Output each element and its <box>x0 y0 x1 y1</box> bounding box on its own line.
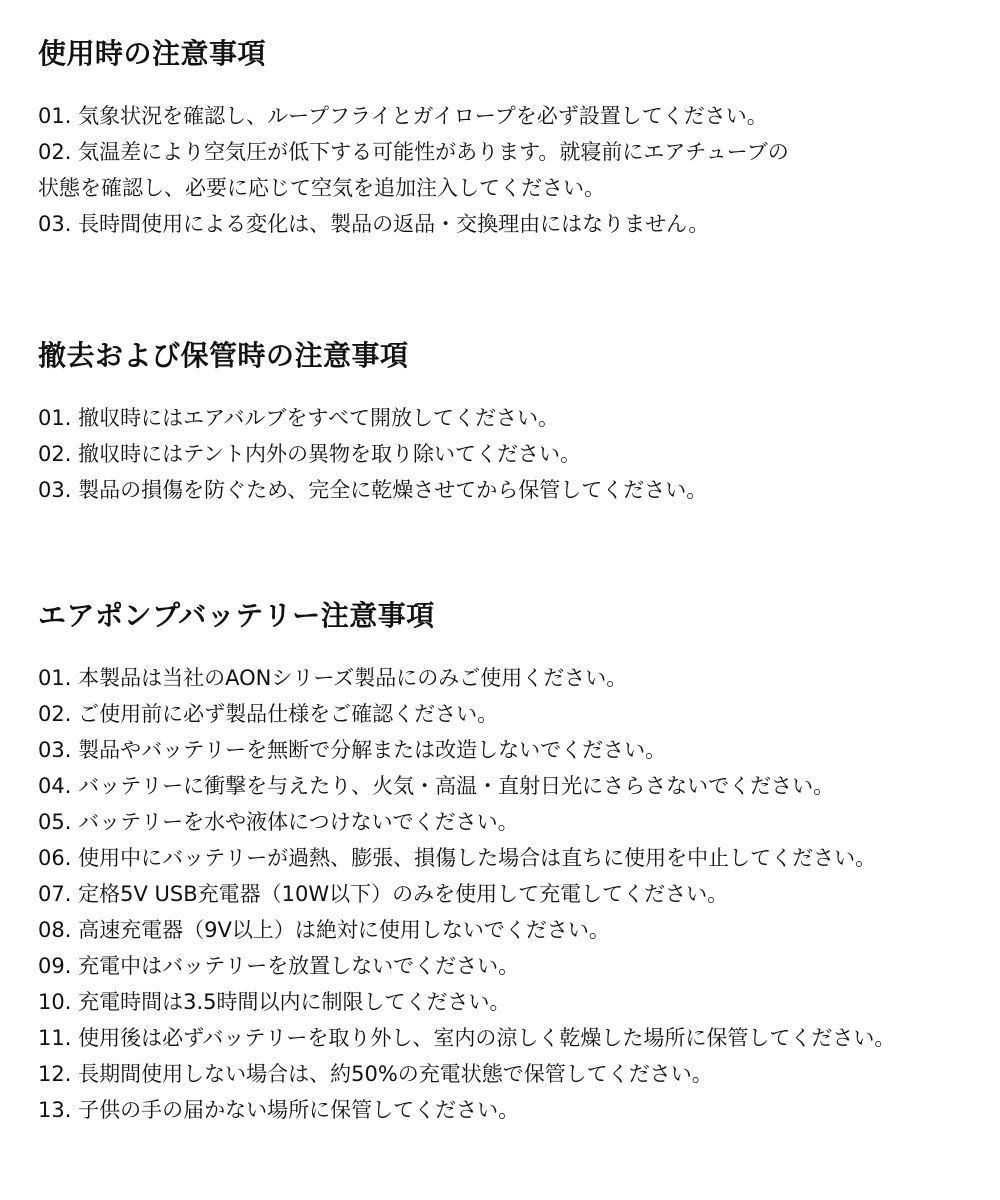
item-text: 撤収時にはテント内外の異物を取り除いてください。 <box>78 442 582 466</box>
item-text: 使用中にバッテリーが過熱、膨張、損傷した場合は直ちに使用を中止してください。 <box>78 846 877 870</box>
item-text: 本製品は当社のAONシリーズ製品にのみご使用ください。 <box>78 666 628 690</box>
item-number: 01. <box>38 666 72 690</box>
item-line <box>38 1092 978 1128</box>
item-line <box>38 768 978 804</box>
section-title: 使用時の注意事項 <box>38 37 267 70</box>
list-item <box>38 436 978 472</box>
item-line <box>38 660 978 696</box>
item-number: 04. <box>38 774 72 798</box>
item-number: 05. <box>38 810 72 834</box>
item-text: 製品やバッテリーを無断で分解または改造しないでください。 <box>78 738 667 762</box>
item-number: 07. <box>38 882 72 906</box>
item-list <box>38 660 978 1128</box>
item-number: 01. <box>38 104 72 128</box>
list-item <box>38 400 978 436</box>
item-number: 03. <box>38 478 72 502</box>
item-number: 01. <box>38 406 72 430</box>
item-line <box>38 400 978 436</box>
item-line <box>38 134 978 170</box>
item-number: 02. <box>38 140 72 164</box>
section-title: エアポンプバッテリー注意事項 <box>38 599 435 632</box>
item-text: 気温差により空気圧が低下する可能性があります。就寝前にエアチューブの <box>78 140 789 164</box>
item-number: 11. <box>38 1026 72 1050</box>
item-number: 03. <box>38 212 72 236</box>
item-number: 08. <box>38 918 72 942</box>
item-text: 撤収時にはエアバルブをすべて開放してください。 <box>78 406 559 430</box>
item-text: 気象状況を確認し、ループフライとガイロープを必ず設置してください。 <box>78 104 768 128</box>
list-item <box>38 1056 978 1092</box>
item-list <box>38 400 978 508</box>
section-air-pump-battery-precautions <box>38 596 978 1128</box>
item-text: ご使用前に必ず製品仕様をご確認ください。 <box>78 702 499 726</box>
item-line <box>38 436 978 472</box>
list-item <box>38 660 978 696</box>
item-line-continuation: 状態を確認し、必要に応じて空気を追加注入してください。 <box>38 176 605 200</box>
item-number: 09. <box>38 954 72 978</box>
list-item <box>38 472 978 508</box>
item-line <box>38 912 978 948</box>
item-text: 長期間使用しない場合は、約50%の充電状態で保管してください。 <box>78 1062 713 1086</box>
item-text: 使用後は必ずバッテリーを取り外し、室内の涼しく乾燥した場所に保管してください。 <box>78 1026 896 1050</box>
item-line <box>38 732 978 768</box>
item-number: 12. <box>38 1062 72 1086</box>
list-item <box>38 876 978 912</box>
list-item <box>38 1092 978 1128</box>
item-text: 高速充電器（9V以上）は絶対に使用しないでください。 <box>78 918 610 942</box>
list-item <box>38 948 978 984</box>
list-item <box>38 804 978 840</box>
item-line <box>38 1056 978 1092</box>
item-line <box>38 206 978 242</box>
item-line <box>38 696 978 732</box>
item-line <box>38 98 978 134</box>
list-item <box>38 768 978 804</box>
list-item <box>38 98 978 134</box>
item-line <box>38 876 978 912</box>
item-list <box>38 98 978 242</box>
item-number: 10. <box>38 990 72 1014</box>
item-text: バッテリーを水や液体につけないでください。 <box>78 810 519 834</box>
list-item <box>38 696 978 732</box>
item-line <box>38 804 978 840</box>
item-number: 03. <box>38 738 72 762</box>
section-usage-precautions <box>38 34 978 242</box>
list-item <box>38 732 978 768</box>
item-line <box>38 472 978 508</box>
list-item <box>38 912 978 948</box>
item-line <box>38 840 978 876</box>
item-text: 製品の損傷を防ぐため、完全に乾燥させてから保管してください。 <box>78 478 708 502</box>
list-item <box>38 134 978 206</box>
item-text: 充電時間は3.5時間以内に制限してください。 <box>78 990 511 1014</box>
item-line <box>38 984 978 1020</box>
item-line <box>38 1020 978 1056</box>
item-text: 長時間使用による変化は、製品の返品・交換理由にはなりません。 <box>78 212 710 236</box>
list-item <box>38 206 978 242</box>
list-item <box>38 1020 978 1056</box>
list-item <box>38 840 978 876</box>
item-text: 子供の手の届かない場所に保管してください。 <box>78 1098 520 1122</box>
item-text: 充電中はバッテリーを放置しないでください。 <box>78 954 520 978</box>
item-number: 02. <box>38 442 72 466</box>
item-number: 06. <box>38 846 72 870</box>
item-text: バッテリーに衝撃を与えたり、火気・高温・直射日光にさらさないでください。 <box>78 774 835 798</box>
list-item <box>38 984 978 1020</box>
item-line <box>38 948 978 984</box>
item-number: 02. <box>38 702 72 726</box>
section-removal-storage-precautions <box>38 336 978 508</box>
item-number: 13. <box>38 1098 72 1122</box>
item-text: 定格5V USB充電器（10W以下）のみを使用して充電してください。 <box>78 882 729 906</box>
section-title: 撤去および保管時の注意事項 <box>38 339 409 372</box>
